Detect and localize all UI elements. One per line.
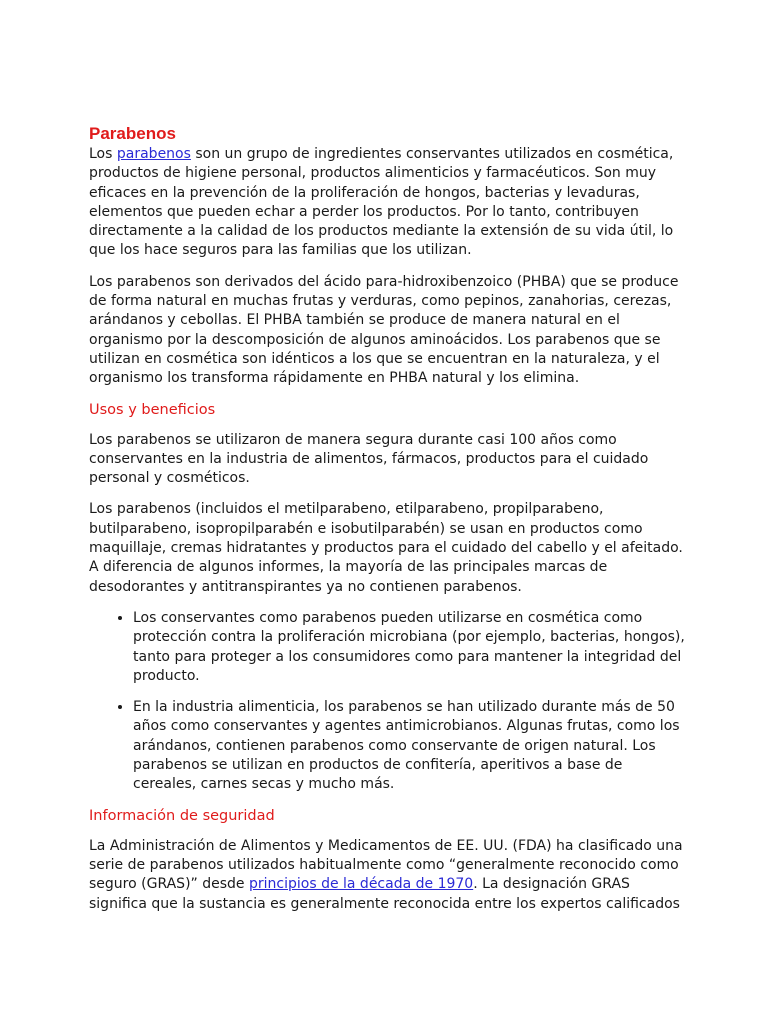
intro-text-end: son un grupo de ingredientes conservantes utilizados en cosmética, productos de higiene personal, productos alimenticios y farmacéuticos. Son muy eficaces en la prevención de la proliferación de hongos, bacterias y levaduras, elementos que pueden echar a perder los productos. Por lo tanto, contribuyen directamente a la calidad de los productos mediante la extensión de su vida útil, lo que los hace seguros para las familias que los utilizan. [89, 146, 674, 259]
usos-paragraph-1: Los parabenos se utilizaron de manera segura durante casi 100 años como conservantes en la industria de alimentos, fármacos, productos para el cuidado personal y cosméticos. [89, 431, 649, 487]
intro-paragraph [89, 145, 689, 261]
decada-1970-link[interactable]: principios de la década de 1970 [248, 876, 474, 893]
document-page [89, 124, 689, 926]
usos-heading: Usos y beneficios [89, 401, 216, 418]
seguridad-text-start: La Administración de Alimentos y Medicamentos de EE. UU. (FDA) ha clasificado una serie de parabenos utilizados habitualmente como “generalmente reconocido como seguro (GRAS)” desde [89, 837, 683, 893]
list-item: • Los conservantes como parabenos pueden utilizarse en cosmética como protección contra la proliferación microbiana (por ejemplo, bacterias, hongos), tanto para proteger a los consumidores como para mantener la integridad del producto. [133, 609, 689, 686]
seguridad-heading: Información de seguridad [89, 807, 275, 824]
seguridad-paragraph [89, 837, 689, 914]
page-title: Parabenos [89, 124, 176, 143]
usos-paragraph-2: Los parabenos (incluidos el metilparabeno, etilparabeno, propilparabeno, butilparabeno, isopropilparabén e isobutilparabén) se usan en productos como maquillaje, cremas hidratantes y productos para el cuidado del cabello y el afeitado. A diferencia de algunos informes, la mayoría de las principales marcas de desodorantes y antitranspirantes ya no contienen parabenos. [89, 501, 683, 595]
phba-paragraph: Los parabenos son derivados del ácido para-hidroxibenzoico (PHBA) que se produce de forma natural en muchas frutas y verduras, como pepinos, zanahorias, cerezas, arándanos y cebollas. El PHBA también se produce de manera natural en el organismo por la descomposición de algunos aminoácidos. Los parabenos que se utilizan en cosmética son idénticos a los que se encuentran en la naturaleza, y el organismo los transforma rápidamente en PHBA natural y los elimina. [89, 273, 679, 387]
usos-bullet-list [89, 609, 689, 795]
list-item: • En la industria alimenticia, los parabenos se han utilizado durante más de 50 años como conservantes y agentes antimicrobianos. Algunas frutas, como los arándanos, contienen parabenos como conservante de origen natural. Los parabenos se utilizan en productos de confitería, aperitivos a base de cereales, carnes secas y mucho más. [133, 698, 689, 794]
parabenos-link[interactable]: parabenos [116, 146, 191, 162]
intro-text-start: Los [89, 146, 117, 162]
seguridad-text-end: . La designación GRAS significa que la sustancia es generalmente reconocida entre los expertos calificados [89, 876, 680, 912]
